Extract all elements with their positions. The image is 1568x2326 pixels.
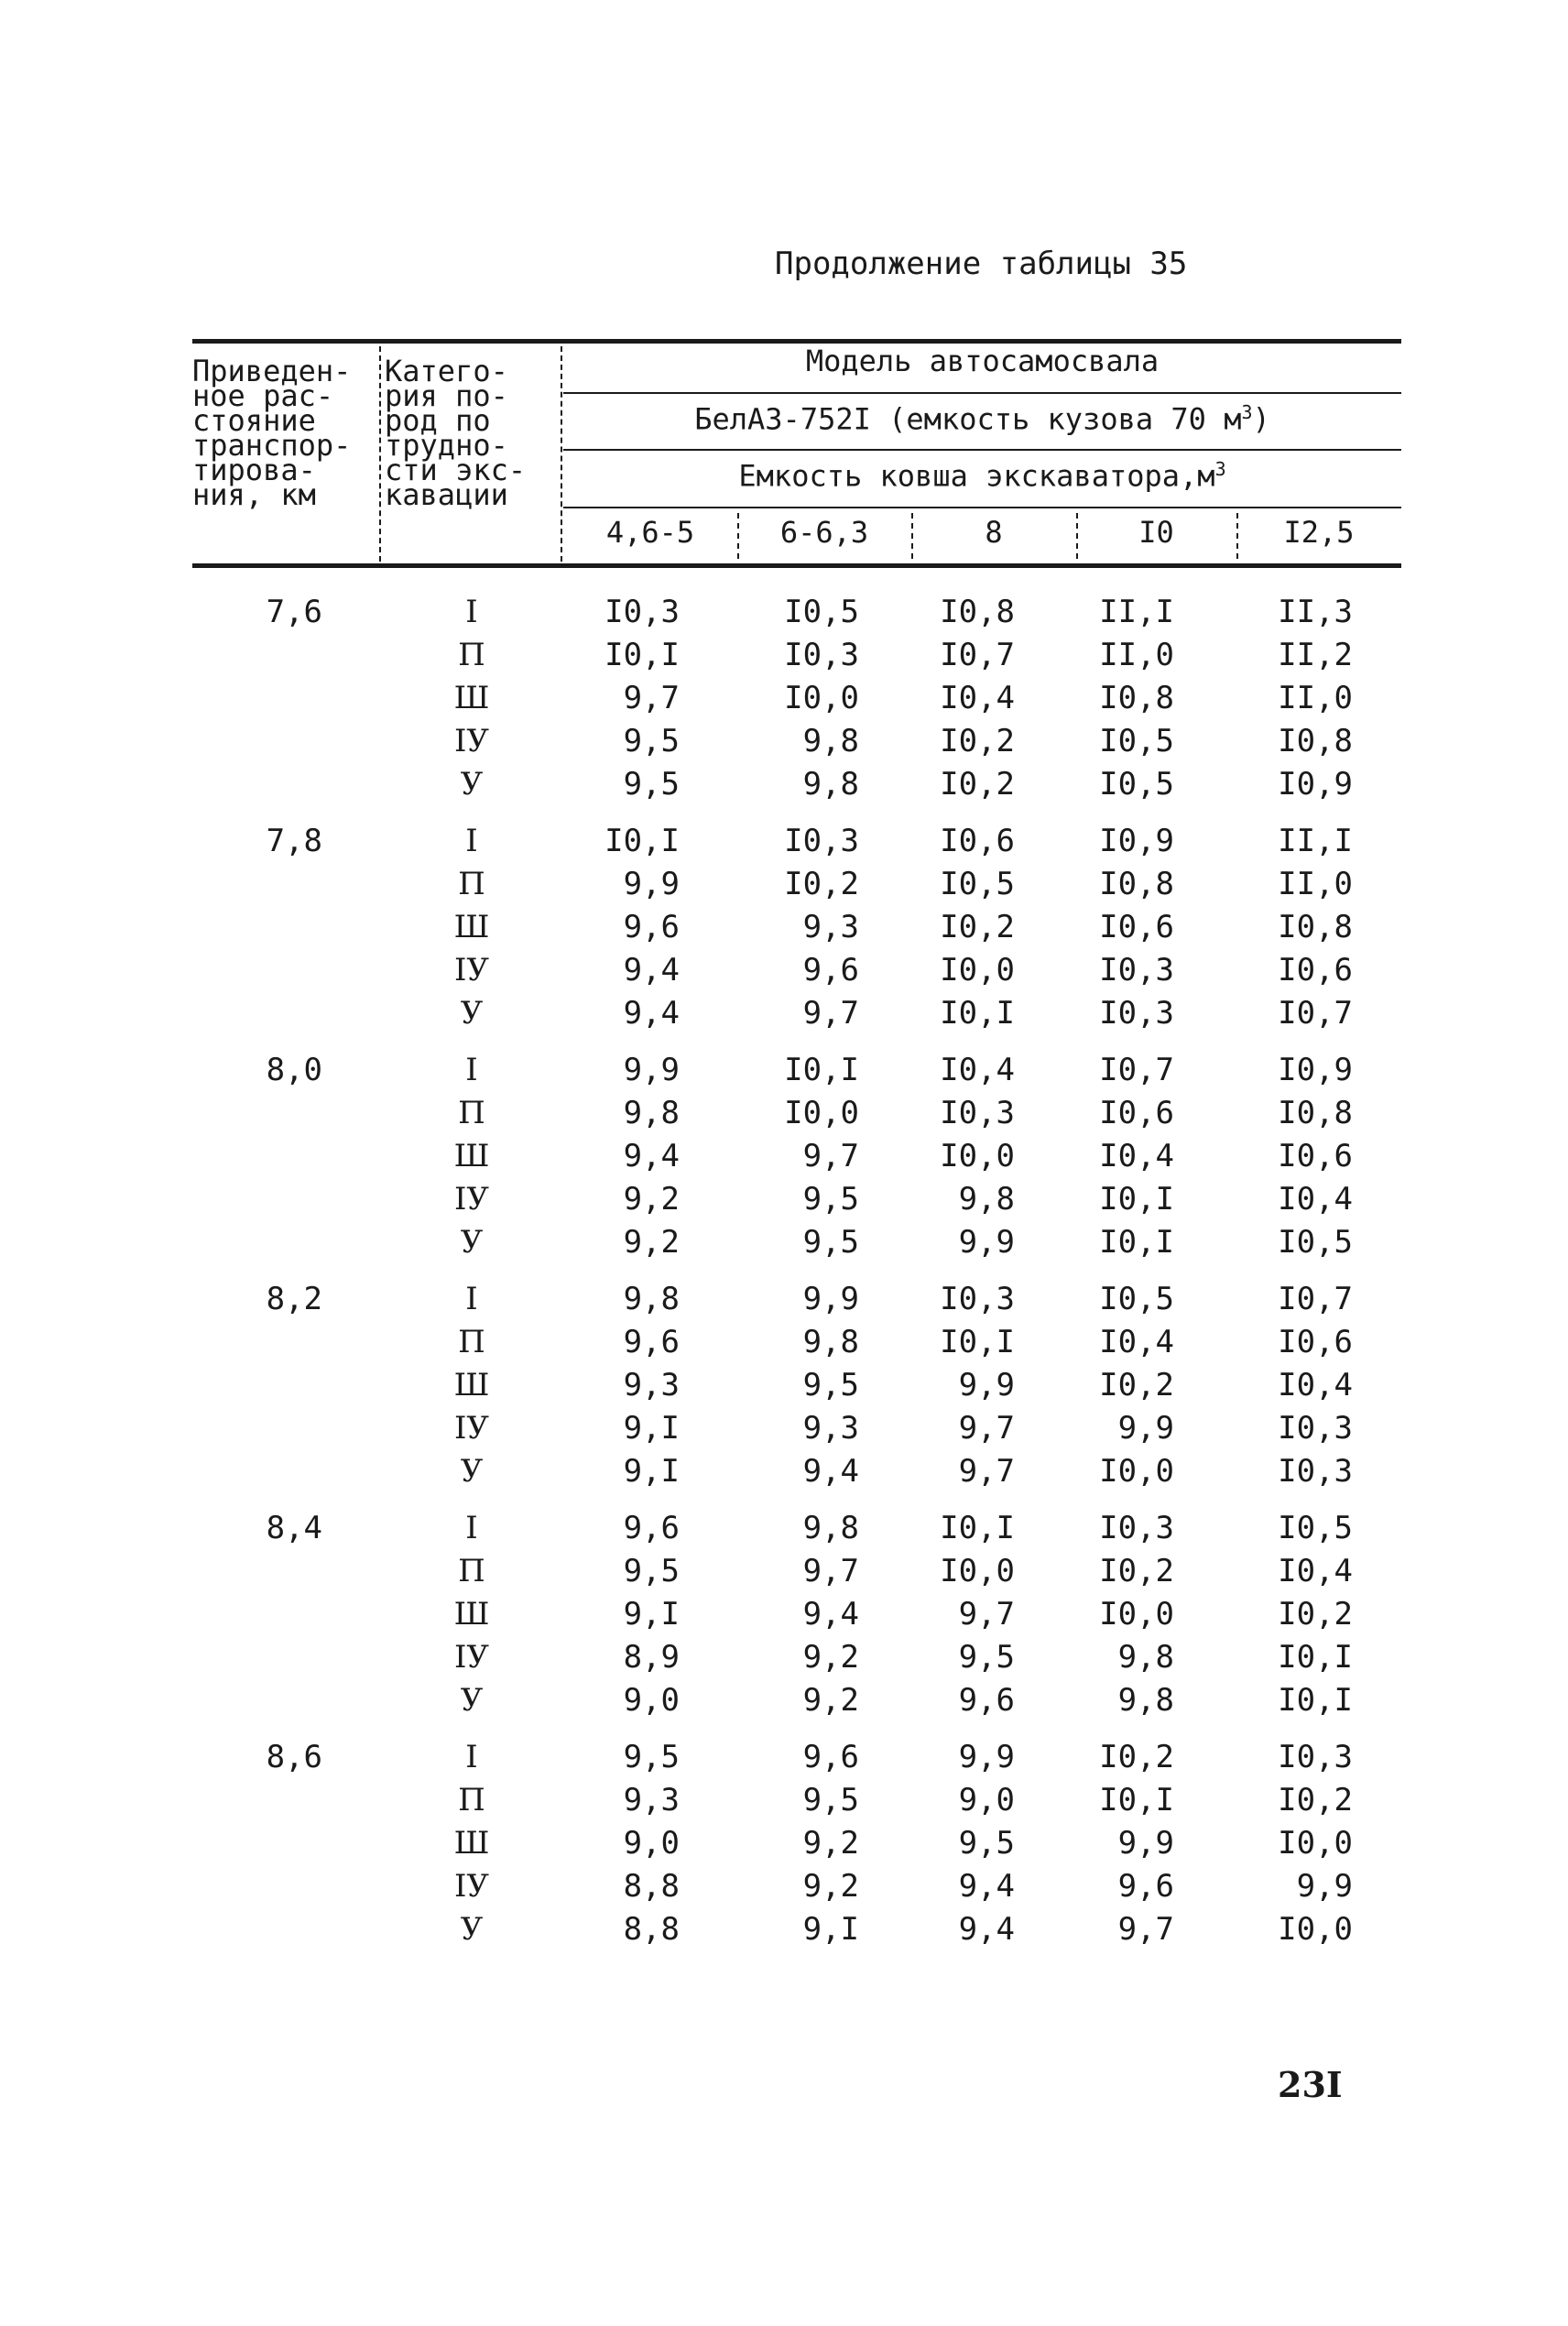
value-cell: I0,5 <box>1278 1510 1353 1546</box>
value-cell: 9,I <box>623 1596 680 1633</box>
category-cell: Ш <box>453 909 490 945</box>
value-cell: I0,I <box>1099 1782 1174 1818</box>
value-cell: 9,I <box>623 1410 680 1447</box>
table-caption: Продолжение таблицы 35 <box>775 246 1188 282</box>
category-cell: Ш <box>453 1596 490 1633</box>
value-cell: 9,9 <box>802 1281 859 1317</box>
value-cell: I0,3 <box>784 637 859 673</box>
value-cell: 9,5 <box>623 1739 680 1775</box>
value-cell: 9,7 <box>958 1410 1015 1447</box>
value-cell: II,3 <box>1278 594 1353 630</box>
value-cell: I0,4 <box>1278 1553 1353 1589</box>
category-cell: ІУ <box>453 723 489 759</box>
distance-cell: 7,8 <box>266 823 322 859</box>
value-cell: 9,6 <box>623 1510 680 1546</box>
category-cell: У <box>460 1224 484 1261</box>
value-cell: 9,4 <box>958 1911 1015 1948</box>
category-cell: I <box>465 1281 478 1317</box>
value-cell: 9,8 <box>802 1324 859 1360</box>
category-cell: I <box>465 823 478 859</box>
value-cell: 9,3 <box>802 909 859 945</box>
bucket-separator-2 <box>911 513 913 559</box>
value-cell: II,0 <box>1099 637 1174 673</box>
value-cell: I0,4 <box>1099 1324 1174 1360</box>
value-cell: I0,I <box>784 1052 859 1088</box>
header-rule-2 <box>563 449 1401 451</box>
value-cell: 9,5 <box>802 1224 859 1261</box>
value-cell: I0,3 <box>940 1095 1015 1131</box>
bucket-size-3: 8 <box>985 515 1003 550</box>
value-cell: I0,0 <box>1099 1596 1174 1633</box>
value-cell: II,2 <box>1278 637 1353 673</box>
distance-cell: 8,0 <box>266 1052 322 1088</box>
value-cell: I0,7 <box>1278 995 1353 1032</box>
value-cell: 9,6 <box>1117 1868 1174 1905</box>
value-cell: I0,3 <box>1278 1410 1353 1447</box>
value-cell: 9,5 <box>623 723 680 759</box>
category-cell: П <box>458 1553 485 1589</box>
value-cell: I0,6 <box>940 823 1015 859</box>
value-cell: 9,6 <box>958 1682 1015 1719</box>
value-cell: I0,0 <box>784 1095 859 1131</box>
value-cell: I0,0 <box>940 1553 1015 1589</box>
value-cell: I0,I <box>604 637 680 673</box>
value-cell: I0,3 <box>604 594 680 630</box>
value-cell: 9,7 <box>1117 1911 1174 1948</box>
value-cell: 9,3 <box>623 1782 680 1818</box>
category-cell: I <box>465 594 478 630</box>
value-cell: I0,3 <box>1099 1510 1174 1546</box>
value-cell: II,I <box>1099 594 1174 630</box>
value-cell: I0,4 <box>1278 1181 1353 1218</box>
value-cell: 9,0 <box>623 1682 680 1719</box>
value-cell: I0,I <box>604 823 680 859</box>
value-cell: I0,5 <box>940 866 1015 902</box>
value-cell: 9,9 <box>958 1224 1015 1261</box>
header-distance: Приведен- ное рас- стояние транспор- тирова- ния, км <box>192 354 352 512</box>
category-cell: Ш <box>453 1138 490 1174</box>
category-cell: Ш <box>453 1825 490 1862</box>
bucket-separator-4 <box>1236 513 1238 559</box>
distance-cell: 7,6 <box>266 594 322 630</box>
value-cell: I0,7 <box>940 637 1015 673</box>
bucket-separator-3 <box>1076 513 1078 559</box>
value-cell: I0,5 <box>784 594 859 630</box>
header-rule-1 <box>563 392 1401 394</box>
value-cell: 9,9 <box>1117 1825 1174 1862</box>
category-cell: Ш <box>453 1367 490 1403</box>
value-cell: 9,7 <box>802 995 859 1032</box>
value-cell: I0,8 <box>1278 1095 1353 1131</box>
value-cell: I0,0 <box>940 1138 1015 1174</box>
category-cell: I <box>465 1052 478 1088</box>
bucket-separator-1 <box>737 513 739 559</box>
value-cell: 9,8 <box>958 1181 1015 1218</box>
category-cell: У <box>460 1682 484 1719</box>
value-cell: 9,7 <box>958 1596 1015 1633</box>
value-cell: 8,8 <box>623 1911 680 1948</box>
value-cell: I0,I <box>1278 1639 1353 1676</box>
category-cell: ІУ <box>453 952 489 988</box>
category-cell: ІУ <box>453 1181 489 1218</box>
value-cell: I0,5 <box>1278 1224 1353 1261</box>
value-cell: 9,2 <box>802 1868 859 1905</box>
category-cell: П <box>458 1095 485 1131</box>
value-cell: I0,9 <box>1099 823 1174 859</box>
value-cell: 9,5 <box>802 1181 859 1218</box>
value-cell: 9,7 <box>802 1553 859 1589</box>
value-cell: I0,5 <box>1099 723 1174 759</box>
category-cell: П <box>458 1324 485 1360</box>
value-cell: I0,0 <box>1278 1911 1353 1948</box>
value-cell: 9,9 <box>958 1367 1015 1403</box>
value-cell: 9,5 <box>958 1639 1015 1676</box>
value-cell: I0,3 <box>1278 1453 1353 1490</box>
value-cell: I0,5 <box>1099 766 1174 803</box>
value-cell: 9,4 <box>802 1596 859 1633</box>
value-cell: 9,6 <box>623 1324 680 1360</box>
header-truck: БелАЗ-752I (емкость кузова 70 $м^3$) <box>694 401 1270 437</box>
value-cell: 9,0 <box>623 1825 680 1862</box>
value-cell: 9,I <box>802 1911 859 1948</box>
value-cell: I0,I <box>1278 1682 1353 1719</box>
value-cell: II,0 <box>1278 866 1353 902</box>
value-cell: I0,8 <box>940 594 1015 630</box>
value-cell: I0,4 <box>1099 1138 1174 1174</box>
value-cell: 9,0 <box>958 1782 1015 1818</box>
value-cell: 9,4 <box>623 1138 680 1174</box>
value-cell: 9,4 <box>802 1453 859 1490</box>
value-cell: I0,9 <box>1278 1052 1353 1088</box>
value-cell: I0,9 <box>1278 766 1353 803</box>
value-cell: 9,8 <box>802 766 859 803</box>
value-cell: 9,2 <box>802 1825 859 1862</box>
page-number: 23I <box>1278 2064 1343 2105</box>
category-cell: ІУ <box>453 1639 489 1676</box>
value-cell: 9,9 <box>623 866 680 902</box>
value-cell: 9,8 <box>1117 1639 1174 1676</box>
header-model-title: Модель автосамосвала <box>805 344 1160 378</box>
bucket-size-2: 6-6,3 <box>779 515 869 550</box>
value-cell: II,I <box>1278 823 1353 859</box>
value-cell: 9,5 <box>623 1553 680 1589</box>
value-cell: I0,5 <box>1099 1281 1174 1317</box>
value-cell: I0,2 <box>940 766 1015 803</box>
value-cell: 9,4 <box>623 995 680 1032</box>
value-cell: 9,8 <box>1117 1682 1174 1719</box>
value-cell: I0,2 <box>784 866 859 902</box>
value-cell: 9,6 <box>802 952 859 988</box>
header-category: Катего- рия по- род по трудно- сти экс- кавации <box>385 354 527 512</box>
value-cell: 9,5 <box>958 1825 1015 1862</box>
value-cell: I0,6 <box>1099 1095 1174 1131</box>
category-cell: ІУ <box>453 1410 489 1447</box>
value-cell: I0,2 <box>1099 1367 1174 1403</box>
header-bucket: Емкость ковша $экскаватора,м^3$ <box>738 458 1226 494</box>
value-cell: 9,8 <box>802 1510 859 1546</box>
value-cell: 9,5 <box>802 1367 859 1403</box>
value-cell: I0,2 <box>1278 1782 1353 1818</box>
value-cell: 9,9 <box>623 1052 680 1088</box>
bucket-size-5: I2,5 <box>1283 515 1355 550</box>
value-cell: I0,3 <box>1099 995 1174 1032</box>
category-cell: ІУ <box>453 1868 489 1905</box>
value-cell: I0,I <box>1099 1181 1174 1218</box>
value-cell: 9,5 <box>802 1782 859 1818</box>
value-cell: I0,6 <box>1099 909 1174 945</box>
value-cell: I0,8 <box>1278 723 1353 759</box>
category-cell: I <box>465 1510 478 1546</box>
value-cell: I0,4 <box>1278 1367 1353 1403</box>
category-cell: У <box>460 1453 484 1490</box>
distance-cell: 8,4 <box>266 1510 322 1546</box>
category-cell: I <box>465 1739 478 1775</box>
table-header-rule <box>192 563 1401 568</box>
value-cell: I0,2 <box>1099 1553 1174 1589</box>
category-cell: Ш <box>453 680 490 716</box>
value-cell: I0,2 <box>940 909 1015 945</box>
value-cell: I0,4 <box>940 1052 1015 1088</box>
value-cell: 9,2 <box>623 1224 680 1261</box>
value-cell: I0,2 <box>1278 1596 1353 1633</box>
value-cell: I0,I <box>940 1510 1015 1546</box>
distance-cell: 8,2 <box>266 1281 322 1317</box>
value-cell: 9,7 <box>958 1453 1015 1490</box>
value-cell: 9,7 <box>802 1138 859 1174</box>
category-cell: П <box>458 866 485 902</box>
value-cell: I0,8 <box>1099 866 1174 902</box>
value-cell: I0,6 <box>1278 1324 1353 1360</box>
value-cell: 9,5 <box>623 766 680 803</box>
value-cell: I0,3 <box>784 823 859 859</box>
value-cell: I0,I <box>940 1324 1015 1360</box>
bucket-size-1: 4,6-5 <box>605 515 695 550</box>
value-cell: I0,4 <box>940 680 1015 716</box>
header-separator-2 <box>561 346 562 562</box>
value-cell: 9,8 <box>623 1095 680 1131</box>
value-cell: I0,8 <box>1099 680 1174 716</box>
distance-cell: 8,6 <box>266 1739 322 1775</box>
value-cell: 9,9 <box>1296 1868 1353 1905</box>
value-cell: I0,0 <box>1278 1825 1353 1862</box>
value-cell: 9,4 <box>623 952 680 988</box>
value-cell: 9,8 <box>623 1281 680 1317</box>
value-cell: I0,6 <box>1278 1138 1353 1174</box>
value-cell: I0,3 <box>940 1281 1015 1317</box>
bucket-size-4: I0 <box>1138 515 1174 550</box>
value-cell: I0,6 <box>1278 952 1353 988</box>
value-cell: I0,3 <box>1099 952 1174 988</box>
value-cell: 9,3 <box>802 1410 859 1447</box>
value-cell: 9,8 <box>802 723 859 759</box>
header-separator-1 <box>379 346 381 562</box>
value-cell: I0,I <box>940 995 1015 1032</box>
header-rule-3 <box>563 507 1401 508</box>
value-cell: I0,I <box>1099 1224 1174 1261</box>
value-cell: 9,9 <box>958 1739 1015 1775</box>
value-cell: 9,7 <box>623 680 680 716</box>
value-cell: I0,2 <box>1099 1739 1174 1775</box>
category-cell: П <box>458 1782 485 1818</box>
value-cell: I0,2 <box>940 723 1015 759</box>
value-cell: 9,2 <box>802 1682 859 1719</box>
value-cell: I0,0 <box>940 952 1015 988</box>
category-cell: У <box>460 1911 484 1948</box>
value-cell: 9,6 <box>802 1739 859 1775</box>
value-cell: I0,0 <box>784 680 859 716</box>
value-cell: 8,9 <box>623 1639 680 1676</box>
value-cell: 9,I <box>623 1453 680 1490</box>
category-cell: У <box>460 766 484 803</box>
value-cell: 9,2 <box>802 1639 859 1676</box>
value-cell: I0,7 <box>1099 1052 1174 1088</box>
value-cell: 9,6 <box>623 909 680 945</box>
value-cell: II,0 <box>1278 680 1353 716</box>
value-cell: 9,3 <box>623 1367 680 1403</box>
category-cell: У <box>460 995 484 1032</box>
value-cell: I0,8 <box>1278 909 1353 945</box>
value-cell: 8,8 <box>623 1868 680 1905</box>
value-cell: 9,9 <box>1117 1410 1174 1447</box>
value-cell: 9,2 <box>623 1181 680 1218</box>
value-cell: I0,0 <box>1099 1453 1174 1490</box>
value-cell: I0,7 <box>1278 1281 1353 1317</box>
value-cell: I0,3 <box>1278 1739 1353 1775</box>
value-cell: 9,4 <box>958 1868 1015 1905</box>
category-cell: П <box>458 637 485 673</box>
